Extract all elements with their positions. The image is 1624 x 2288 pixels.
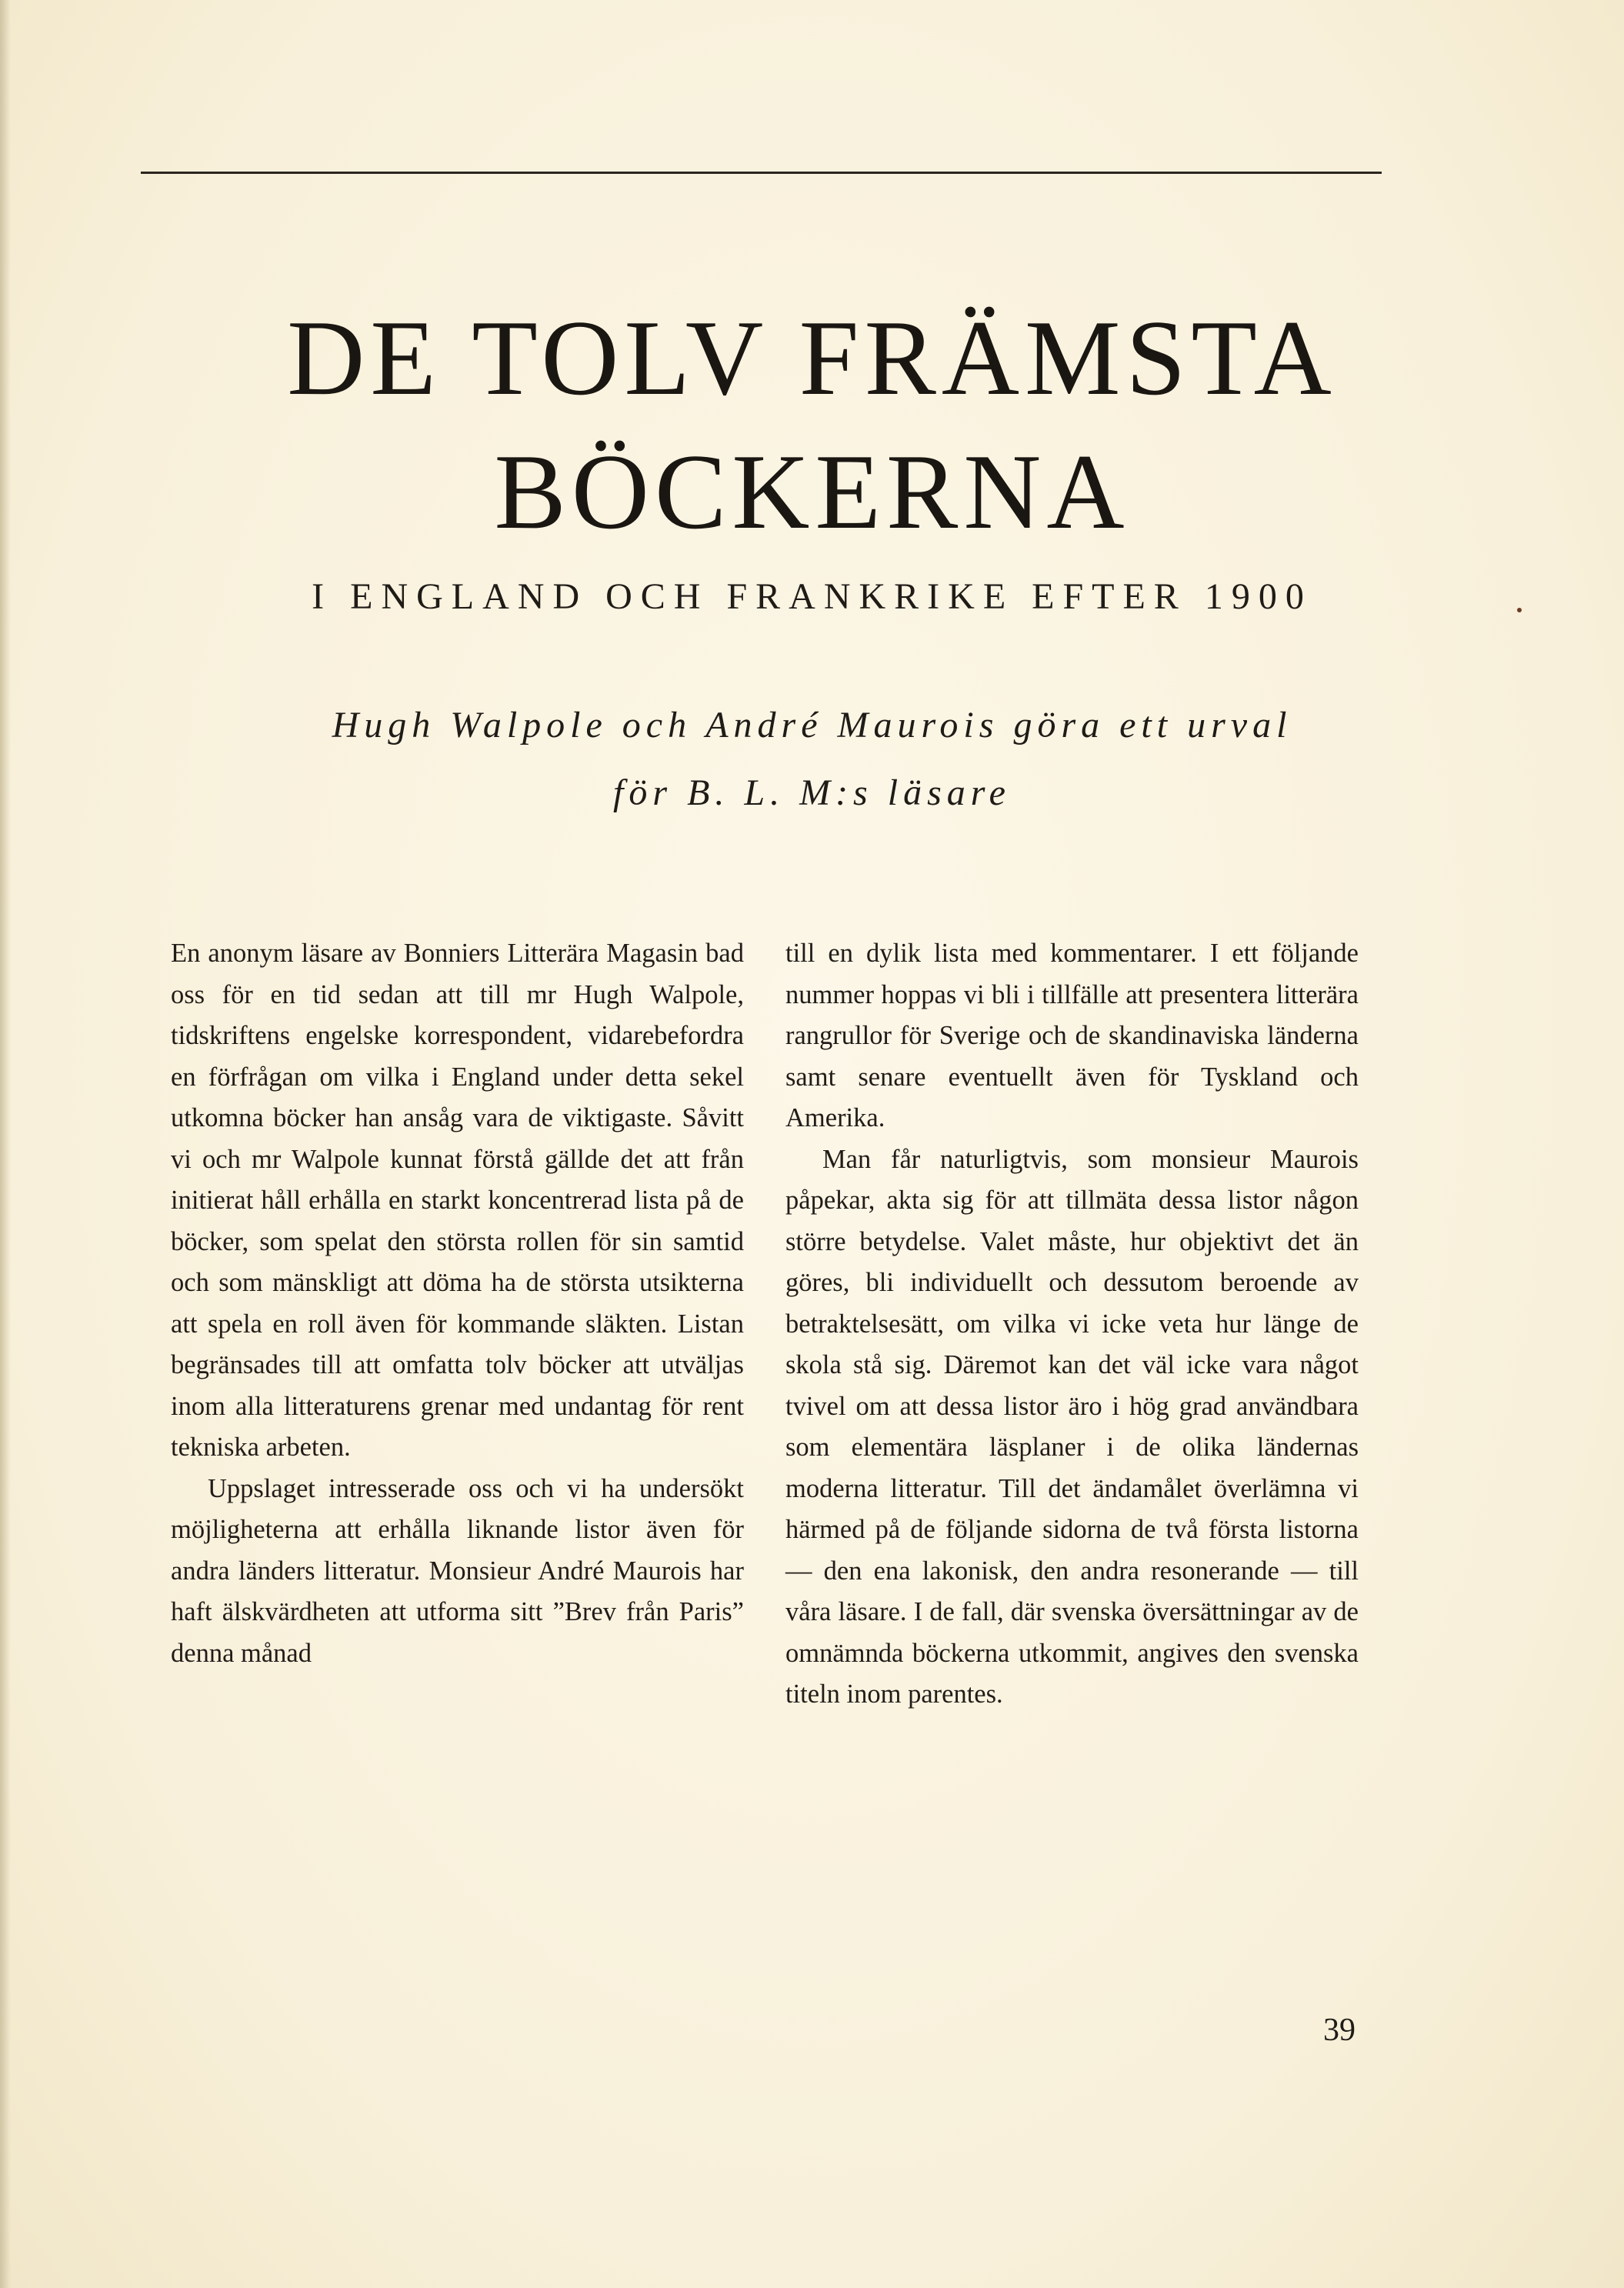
article-title-line-2: BÖCKERNA [494, 432, 1130, 552]
page-number: 39 [1323, 2013, 1356, 2048]
byline-line-1: Hugh Walpole och André Maurois göra ett urval [332, 705, 1292, 745]
paragraph: Uppslaget intresserade oss och vi ha undersökt möjligheterna att erhålla liknande listor även för andra länders litteratur. Monsieur André Maurois har haft älskvärdheten att utforma sitt ”Brev från Paris” denna månad [171, 1473, 744, 1668]
article-subtitle: I ENGLAND OCH FRANKRIKE EFTER 1900 [312, 576, 1312, 617]
article-title-line-1: DE TOLV FRÄMSTA [287, 299, 1337, 418]
body-column-left [171, 933, 744, 1674]
byline-line-2: för B. L. M:s läsare [613, 772, 1011, 813]
paragraph: Man får naturligtvis, som monsieur Maurois påpekar, akta sig för att tillmäta dessa listor någon större betydelse. Valet måste, hur objektivt det än göres, bli individuellt och dessutom beroende av betraktelsesätt, om vilka vi icke veta hur länge de skola stå sig. Däremot kan det väl icke vara något tvivel om att dessa listor äro i hög grad användbara som elementära läsplaner i de olika ländernas moderna litteratur. Till det ändamålet överlämna vi härmed på de följande sidorna de två första listorna — den ena lakonisk, den andra resonerande — till våra läsare. I de fall, där svenska översättningar av de omnämnda böckerna utkommit, angives den svenska titeln inom parentes. [785, 1144, 1359, 1709]
paragraph: till en dylik lista med kommentarer. I ett följande nummer hoppas vi bli i tillfälle att presentera litterära rangrullor för Sverige och de skandinaviska länderna samt senare eventuellt även för Tyskland och Amerika. [785, 939, 1359, 1132]
paragraph: En anonym läsare av Bonniers Litterära Magasin bad oss för en tid sedan att till mr Hugh Walpole, tidskriftens engelske korrespondent, vidarebefordra en förfrågan om vilka i England under detta sekel utkomna böcker han ansåg vara de viktigaste. Såvitt vi och mr Walpole kunnat förstå gällde det att från initierat håll erhålla en starkt koncentrerad lista på de böcker, som spelat den största rollen för sin samtid och som mänskligt att döma ha de största utsikterna att spela en roll även för kommande släkten. Listan begränsades till att omfatta tolv böcker att utväljas inom alla litteraturens grenar med undantag för rent tekniska arbeten. [171, 939, 744, 1462]
ink-speck [1517, 608, 1522, 612]
header-rule [141, 172, 1382, 174]
body-column-right [785, 933, 1359, 1716]
